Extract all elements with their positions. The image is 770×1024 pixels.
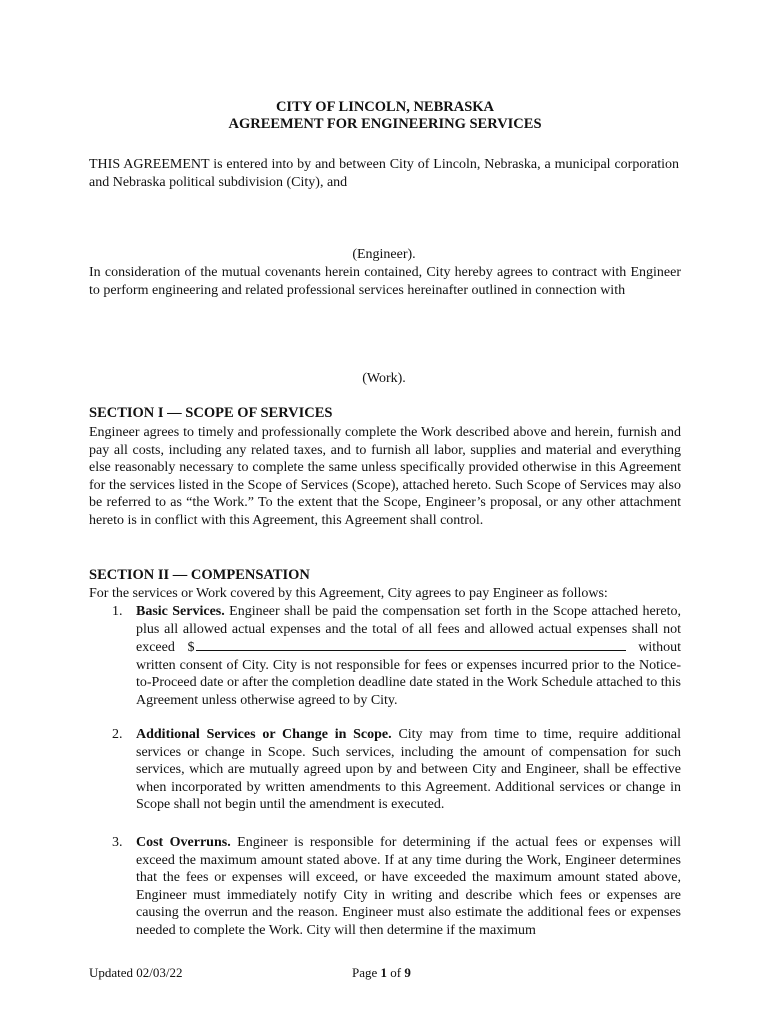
section-1-body: Engineer agrees to timely and professionally complete the Work described above and herein, furnish and pay all costs, including any related taxes, and to furnish all labor, supplies and material and everything else reasonably necessary to complete the same unless specifically provided otherwise in this Agreement for the services listed in the Scope of Services (Scope), attached hereto. Such Scope of Services may also be referred to as “the Work.” To the extent that the Scope, Engineer’s proposal, or any other attachment hereto is in conflict with this Agreement, this Agreement shall control. [89,425,681,528]
item-3-body [136,834,681,940]
item-2-title: Additional Services or Change in Scope. [136,727,392,742]
item-1-text-b: without written consent of City. City is not responsible for fees or expenses incurred prior to the Notice-to-Proceed date or after the completion deadline date stated in the Work Schedule attached to this Agreement unless otherwise agreed to by City. [136,640,682,708]
item-1-text-a: Engineer shall be paid the compensation set forth in the Scope attached hereto, plus all allowed actual expenses and the total of all fees and allowed actual expenses shall not exceed $ [136,604,682,656]
item-2-text: City may from time to time, require additional services or change in Scope. Such services, including the amount of compensation for such services, which are mutually agreed upon by and between City and Engineer, shall be effective when incorporated by written amendments to this Agreement. Additional services or change in Scope shall not begin until the amendment is executed. [136,727,682,813]
item-3-text: Engineer is responsible for determining if the actual fees or expenses will exceed the maximum amount stated above. If at any time during the Work, Engineer determines that the fees or expenses will exceed, or have exceeded the maximum amount stated above, Engineer must immediately notify City in writing and describe which fees or expenses are causing the overrun and the reason. Engineer must also estimate the additional fees or expenses needed to complete the Work. City will then determine if the maximum [136,835,682,938]
item-3-title: Cost Overruns. [136,835,231,850]
section-2-heading: SECTION II — COMPENSATION [89,567,310,583]
engineer-label: (Engineer). [352,247,416,262]
page-total: 9 [404,965,411,980]
item-2-number: 2. [112,727,123,742]
not-to-exceed-amount-field[interactable] [196,638,626,651]
of-word: of [390,965,402,980]
document-title-city: CITY OF LINCOLN, NEBRASKA [275,99,495,115]
consideration-paragraph: In consideration of the mutual covenants herein contained, City hereby agrees to contract with Engineer to perform engineering and related professional services hereinafter outlined in connection with [89,265,681,298]
item-1-body [136,603,681,710]
page-word: Page [352,965,378,980]
intro-paragraph: THIS AGREEMENT is entered into by and between City of Lincoln, Nebraska, a municipal corporation and Nebraska political subdivision (City), and [89,157,679,190]
section-1-heading: SECTION I — SCOPE OF SERVICES [89,405,333,421]
item-1-number: 1. [112,604,123,619]
item-1-title: Basic Services. [136,604,225,619]
item-2-body [136,726,681,814]
footer-page-number [352,965,411,981]
footer-updated-date: Updated 02/03/22 [89,965,183,980]
section-2-intro: For the services or Work covered by this Agreement, City agrees to pay Engineer as follows: [89,586,608,601]
work-label: (Work). [362,371,406,386]
page-current: 1 [380,965,388,980]
document-title-agreement: AGREEMENT FOR ENGINEERING SERVICES [228,116,542,132]
item-3-number: 3. [112,835,123,850]
